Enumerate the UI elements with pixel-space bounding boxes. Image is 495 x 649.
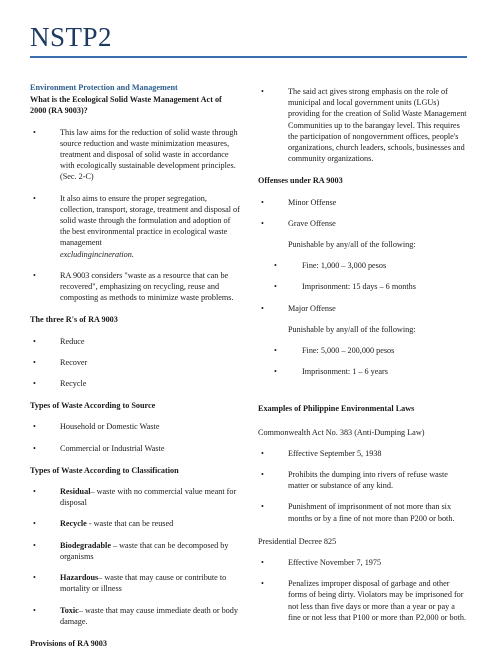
left-column xyxy=(30,82,240,649)
list-item: • Minor Offense xyxy=(258,197,468,208)
list-item: • Effective September 5, 1938 xyxy=(258,448,468,459)
document-title: NSTP2 xyxy=(30,22,113,52)
list-item xyxy=(30,486,240,508)
list-item xyxy=(30,193,240,260)
punishable-text: Punishable by any/all of the following: xyxy=(288,324,416,334)
right-column xyxy=(258,86,468,623)
list-item: • Punishment of imprisonment of not more than six months or by a fine of not more than P200 or both. xyxy=(258,501,468,523)
laws-heading: Examples of Philippine Environmental Laws xyxy=(258,404,415,414)
list-item-text: This law aims for the reduction of solid waste through source reduction and waste minimization measures, treatment and disposal of solid waste in accordance with ecologically sustainable development principles. (Sec. 2-C) xyxy=(60,127,238,182)
list-item-text: RA 9003 considers "waste as a resource that can be recovered", emphasizing on recycling, reuse and composting as methods to minimize waste problems. xyxy=(60,270,234,303)
source-list xyxy=(30,421,240,453)
three-rs-heading: The three R's of RA 9003 xyxy=(30,315,118,325)
term-desc: – waste with no commercial value meant for disposal xyxy=(60,487,237,508)
classification-heading: Types of Waste According to Classification xyxy=(30,465,179,475)
term: Toxic xyxy=(60,605,79,615)
list-item xyxy=(30,270,240,304)
list-item: • Prohibits the dumping into rivers of refuse waste matter or substance of any kind. xyxy=(258,469,468,491)
list-item: • Household or Domestic Waste xyxy=(30,421,240,432)
law-title: Commonwealth Act No. 383 (Anti-Dumping Law) xyxy=(258,427,425,437)
section-heading: Environment Protection and Management xyxy=(30,83,178,92)
term-desc: - waste that can be reused xyxy=(86,519,174,529)
title-rule xyxy=(30,56,467,58)
grave-penalties-list xyxy=(258,260,468,292)
punishable-text: Punishable by any/all of the following: xyxy=(288,240,416,250)
list-item xyxy=(30,605,240,627)
list-item: • Effective November 7, 1975 xyxy=(258,557,468,568)
list-item xyxy=(30,127,240,183)
term-desc: – waste that may cause or contribute to mortality or illness xyxy=(60,573,227,594)
intro-list xyxy=(30,127,240,304)
major-offense-list xyxy=(258,303,468,314)
term: Biodegradable xyxy=(60,540,111,550)
list-item: • Major Offense xyxy=(258,303,468,314)
classification-list xyxy=(30,486,240,627)
list-item: • Imprisonment: 15 days – 6 months xyxy=(258,281,468,292)
offenses-list xyxy=(258,197,468,229)
list-item: • Imprisonment: 1 – 6 years xyxy=(258,366,468,377)
major-penalties-list xyxy=(258,345,468,377)
list-item-text: It also aims to ensure the proper segregation, collection, transport, storage, treatment and disposal of solid waste through the formulation and adoption of the best environmental practice in ecological waste management xyxy=(60,193,240,248)
list-item: • Recover xyxy=(30,357,240,368)
term: Recycle xyxy=(60,519,87,529)
list-item: • Fine: 5,000 – 200,000 pesos xyxy=(258,345,468,356)
three-rs-list xyxy=(30,336,240,390)
term-desc: – waste that may cause immediate death or body damage. xyxy=(60,605,238,626)
law-title: Presidential Decree 825 xyxy=(258,536,337,546)
list-item: • Fine: 1,000 – 3,000 pesos xyxy=(258,260,468,271)
ca383-list xyxy=(258,448,468,524)
pd825-list xyxy=(258,557,468,623)
offenses-heading: Offenses under RA 9003 xyxy=(258,176,343,186)
provisions-list xyxy=(258,86,468,164)
italic-text: excludingincineration. xyxy=(60,249,134,259)
list-item xyxy=(30,518,240,529)
list-item xyxy=(30,540,240,562)
term-desc: – waste that can be decomposed by organisms xyxy=(60,540,229,561)
source-heading: Types of Waste According to Source xyxy=(30,401,156,411)
provisions-heading: Provisions of RA 9003 xyxy=(30,638,107,648)
list-item: • Commercial or Industrial Waste xyxy=(30,443,240,454)
question-heading: What is the Ecological Solid Waste Management Act of 2000 (RA 9003)? xyxy=(30,95,222,116)
list-item: • Reduce xyxy=(30,336,240,347)
list-item xyxy=(30,572,240,594)
list-item: • Recycle xyxy=(30,378,240,389)
term: Hazardous xyxy=(60,573,99,583)
term: Residual xyxy=(60,487,91,497)
list-item: • Penalizes improper disposal of garbage and other forms of being dirty. Violators may be imprisoned for not less than five days or more than a year or pay a fine or not less that P100 or more than P2,000 or both. xyxy=(258,578,468,623)
list-item: • Grave Offense xyxy=(258,218,468,229)
list-item: • The said act gives strong emphasis on the role of municipal and local government units (LGUs) providing for the creation of Solid Waste Management Communities up to the barangay level. This requires the participation of nongovernment offices, people's organizations, church leaders, schools, businesses and community organizations. xyxy=(258,86,468,164)
